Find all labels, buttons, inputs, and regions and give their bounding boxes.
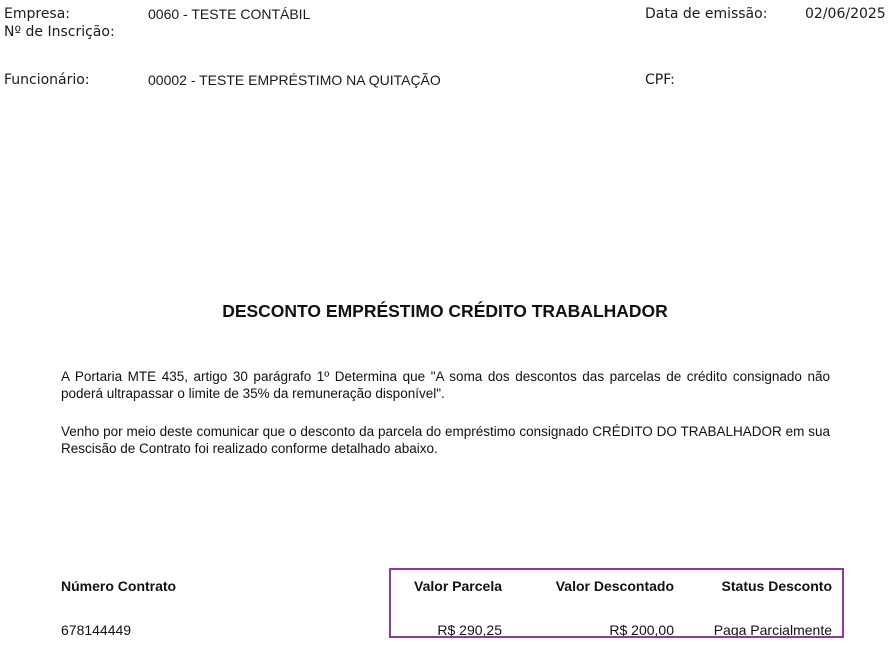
funcionario-value: 00002 - TESTE EMPRÉSTIMO NA QUITAÇÃO <box>148 72 441 88</box>
empresa-value: 0060 - TESTE CONTÁBIL <box>148 6 311 22</box>
cell-valor-descontado: R$ 200,00 <box>609 622 674 638</box>
column-header-contrato: Número Contrato <box>61 578 177 594</box>
paragraph-portaria: A Portaria MTE 435, artigo 30 parágrafo 1º Determina que "A soma dos descontos das parcelas de crédito consignado não poderá ultrapassar o limite de 35% da remuneração disponível". <box>61 369 830 401</box>
cell-status: Paga Parcialmente <box>713 622 832 638</box>
cell-contrato: 678144449 <box>61 622 132 638</box>
cpf-label: CPF: <box>645 72 675 88</box>
column-header-valor-parcela: Valor Parcela <box>414 578 502 594</box>
emissao-value: 02/06/2025 <box>805 6 886 22</box>
column-header-valor-descontado: Valor Descontado <box>555 578 674 594</box>
inscricao-label: Nº de Inscrição: <box>4 24 115 40</box>
document-title: DESCONTO EMPRÉSTIMO CRÉDITO TRABALHADOR <box>222 301 668 321</box>
column-header-status: Status Desconto <box>721 578 832 594</box>
highlight-box <box>389 568 844 638</box>
cell-valor-parcela: R$ 290,25 <box>437 622 502 638</box>
funcionario-label: Funcionário: <box>4 72 90 88</box>
emissao-label: Data de emissão: <box>645 6 768 22</box>
empresa-label: Empresa: <box>4 6 71 22</box>
paragraph-comunicado: Venho por meio deste comunicar que o desconto da parcela do empréstimo consignado CRÉDITO DO TRABALHADOR em sua Rescisão de Contrato foi realizado conforme detalhado abaixo. <box>61 424 830 456</box>
